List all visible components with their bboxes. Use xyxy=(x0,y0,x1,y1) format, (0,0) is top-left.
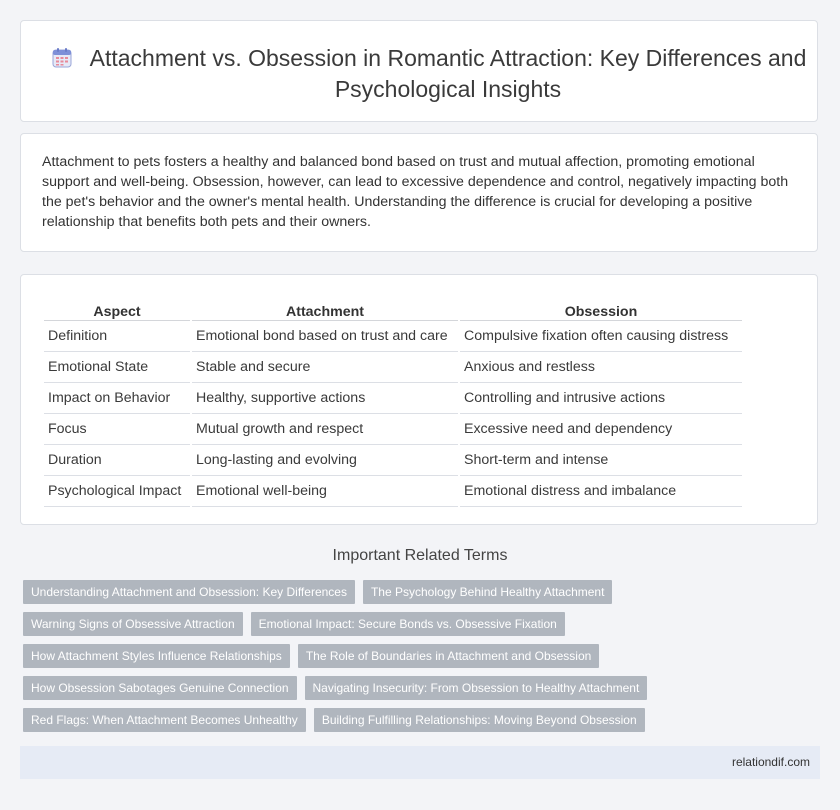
table-row xyxy=(44,321,742,352)
related-tag-row xyxy=(23,708,653,732)
related-tag-row xyxy=(23,644,607,668)
table-row xyxy=(44,383,742,414)
table-cell: Healthy, supportive actions xyxy=(192,383,458,414)
related-terms-title: Important Related Terms xyxy=(332,547,508,564)
comparison-table xyxy=(42,294,744,507)
table-cell: Focus xyxy=(44,414,190,445)
table-row xyxy=(44,476,742,507)
related-tag-link[interactable]: Understanding Attachment and Obsession: Key Differences xyxy=(23,580,355,604)
table-cell: Long-lasting and evolving xyxy=(192,445,458,476)
related-tag-link[interactable]: Navigating Insecurity: From Obsession to Healthy Attachment xyxy=(305,676,648,700)
calendar-icon xyxy=(51,47,73,69)
related-tag-link[interactable]: Red Flags: When Attachment Becomes Unhealthy xyxy=(23,708,306,732)
column-header-aspect: Aspect xyxy=(44,294,190,321)
related-tag-link[interactable]: Building Fulfilling Relationships: Moving Beyond Obsession xyxy=(314,708,645,732)
column-header-attachment: Attachment xyxy=(192,294,458,321)
site-link[interactable]: relationdif.com xyxy=(731,755,810,769)
table-cell: Emotional State xyxy=(44,352,190,383)
table-cell: Emotional well-being xyxy=(192,476,458,507)
related-tag-row xyxy=(23,676,655,700)
table-cell: Emotional bond based on trust and care xyxy=(192,321,458,352)
table-header-row xyxy=(44,294,742,321)
table-cell: Emotional distress and imbalance xyxy=(460,476,742,507)
table-cell: Psychological Impact xyxy=(44,476,190,507)
table-cell: Excessive need and dependency xyxy=(460,414,742,445)
related-tag-link[interactable]: How Obsession Sabotages Genuine Connection xyxy=(23,676,297,700)
page-title: Attachment vs. Obsession in Romantic Attraction: Key Differences and Psychological Insights xyxy=(89,45,807,102)
table-row xyxy=(44,352,742,383)
related-tag-link[interactable]: The Psychology Behind Healthy Attachment xyxy=(363,580,612,604)
related-tag-link[interactable]: Warning Signs of Obsessive Attraction xyxy=(23,612,243,636)
table-row xyxy=(44,445,742,476)
table-cell: Controlling and intrusive actions xyxy=(460,383,742,414)
related-tag-link[interactable]: The Role of Boundaries in Attachment and Obsession xyxy=(298,644,600,668)
table-cell: Compulsive fixation often causing distress xyxy=(460,321,742,352)
table-cell: Short-term and intense xyxy=(460,445,742,476)
intro-paragraph: Attachment to pets fosters a healthy and balanced bond based on trust and mutual affection, promoting emotional support and well-being. Obsession, however, can lead to excessive dependence and control, negatively impacting both the pet's behavior and the owner's mental health. Understanding the difference is crucial for developing a positive relationship that benefits both pets and their owners. xyxy=(42,154,789,230)
column-header-obsession: Obsession xyxy=(460,294,742,321)
table-row xyxy=(44,414,742,445)
related-tag-row xyxy=(23,612,573,636)
table-cell: Anxious and restless xyxy=(460,352,742,383)
related-tag-row xyxy=(23,580,620,604)
table-cell: Mutual growth and respect xyxy=(192,414,458,445)
related-tag-link[interactable]: Emotional Impact: Secure Bonds vs. Obsessive Fixation xyxy=(251,612,565,636)
table-cell: Duration xyxy=(44,445,190,476)
table-cell: Impact on Behavior xyxy=(44,383,190,414)
header-card xyxy=(20,20,818,122)
table-cell: Stable and secure xyxy=(192,352,458,383)
intro-card xyxy=(20,133,818,252)
related-tag-link[interactable]: How Attachment Styles Influence Relationships xyxy=(23,644,290,668)
comparison-card xyxy=(20,274,818,525)
footer xyxy=(20,746,820,779)
table-cell: Definition xyxy=(44,321,190,352)
